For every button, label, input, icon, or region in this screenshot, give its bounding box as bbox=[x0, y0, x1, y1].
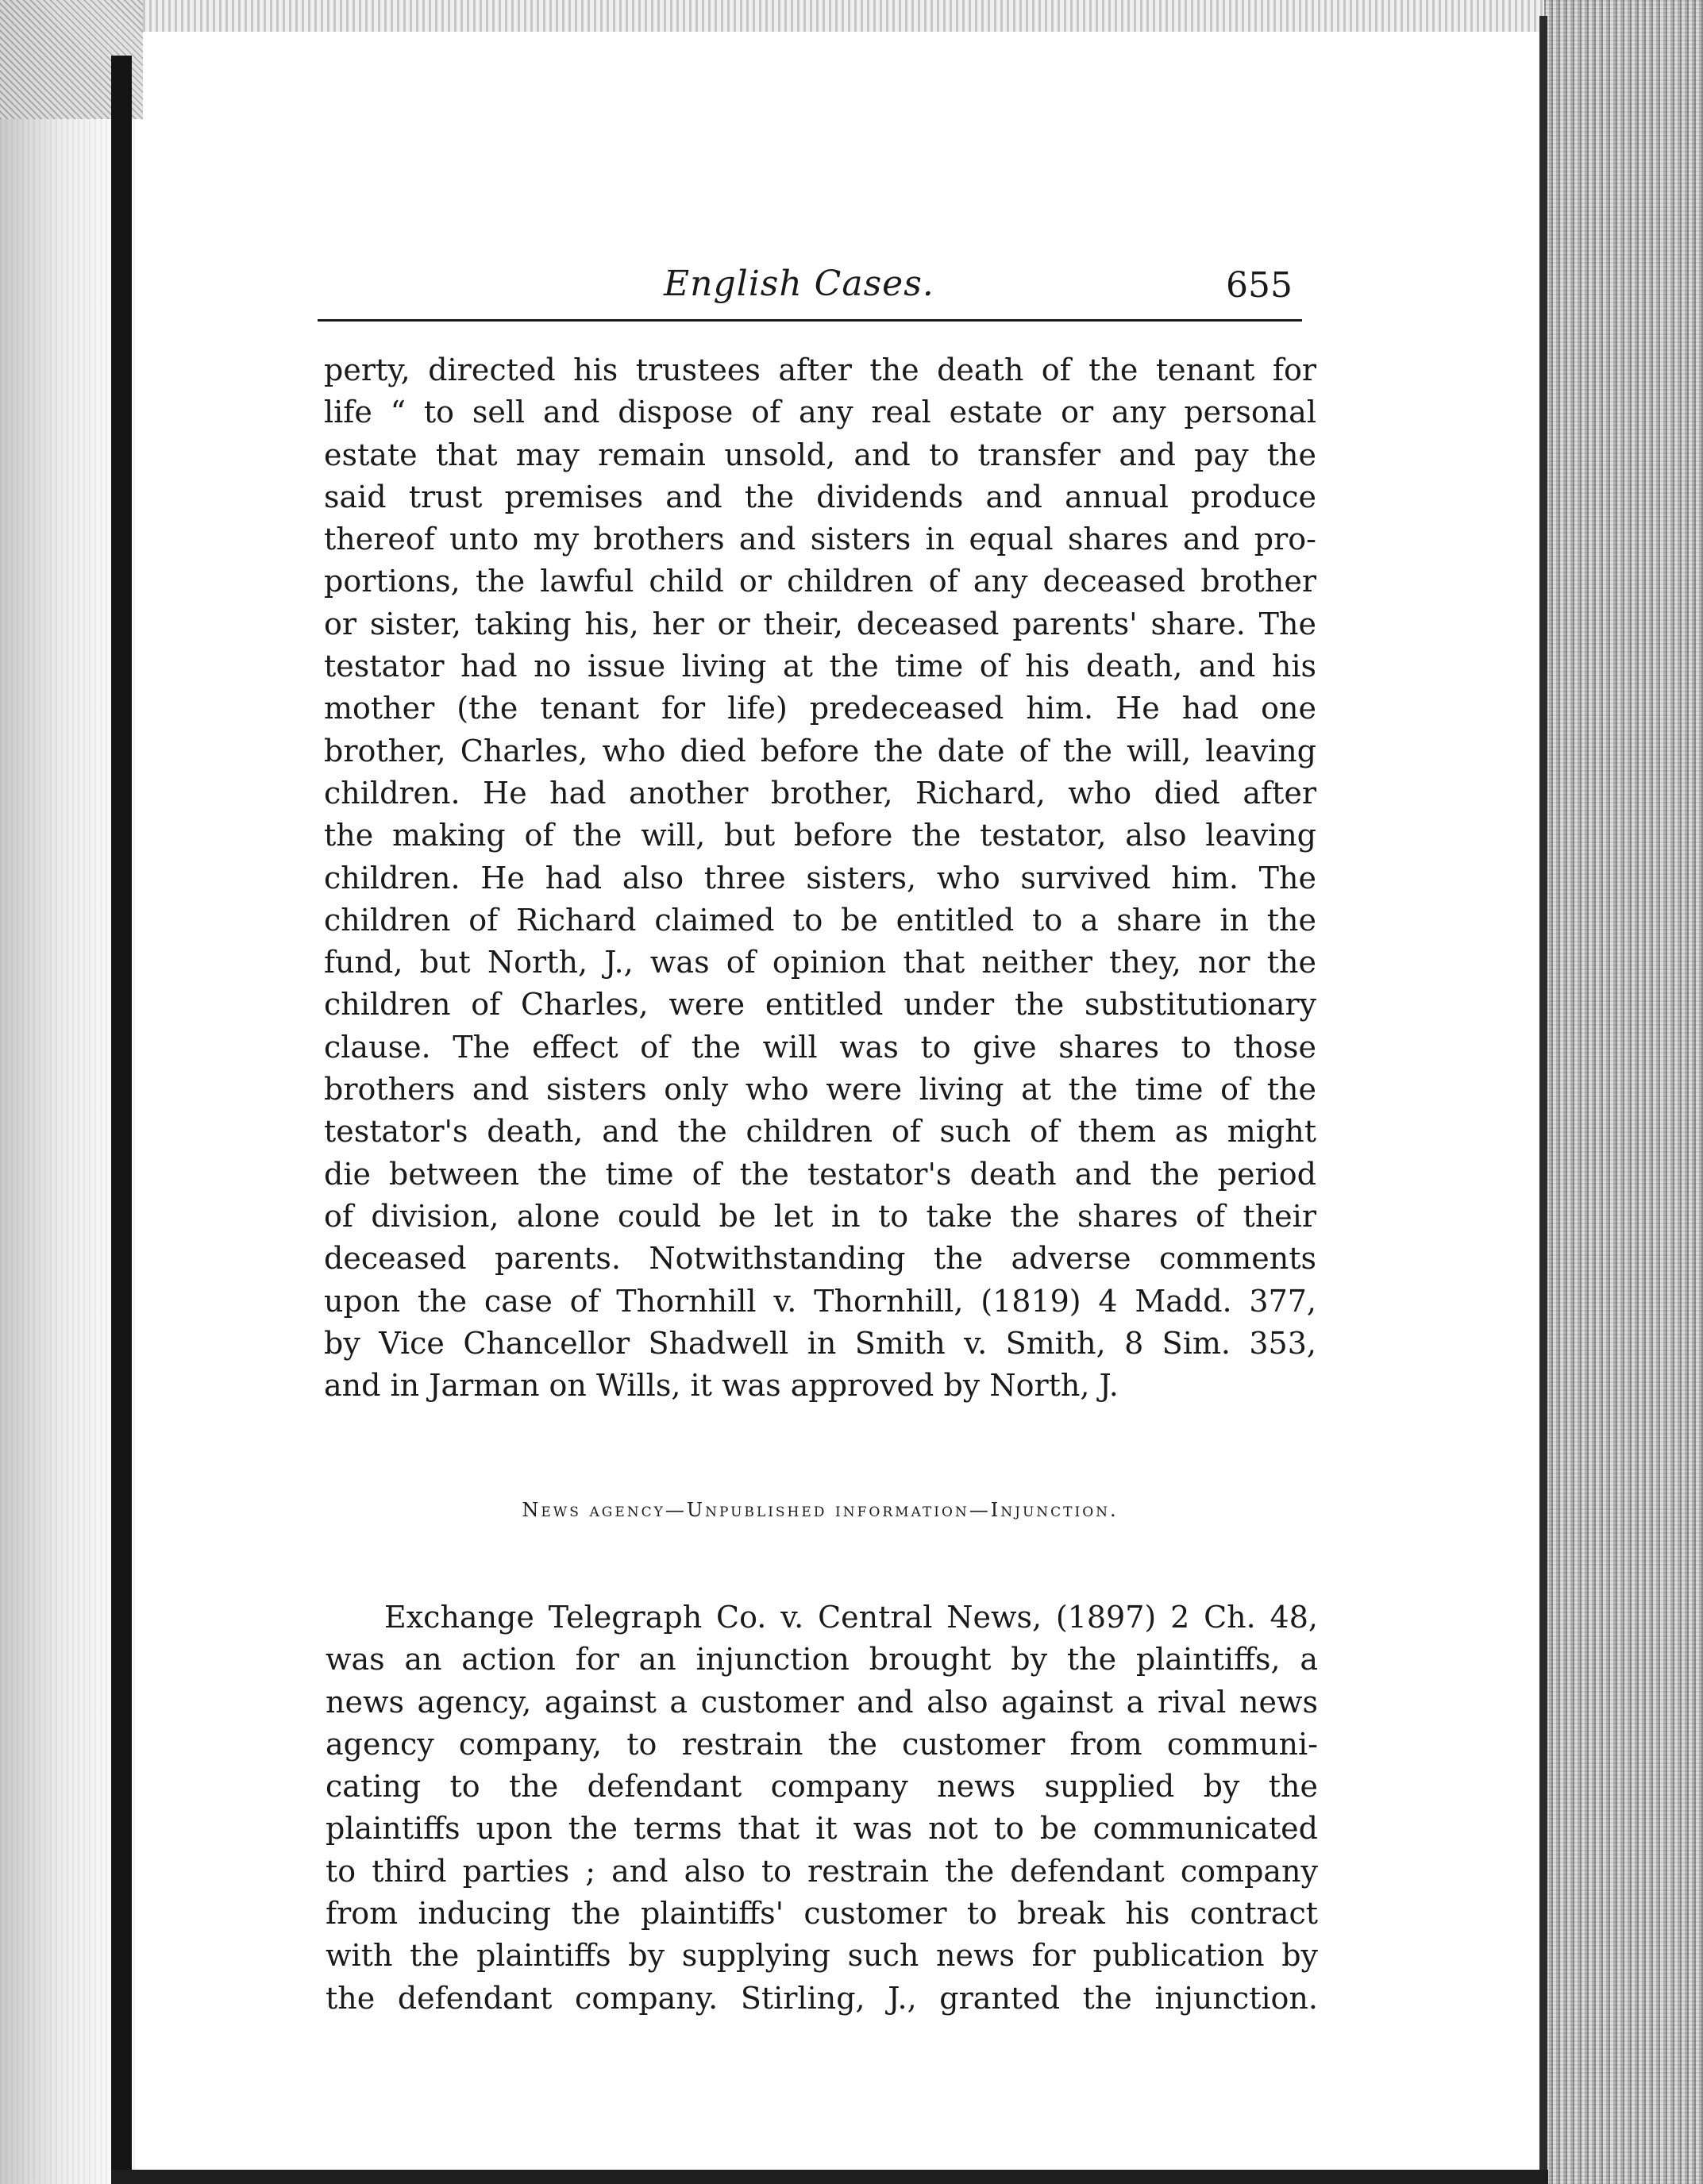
text-line: with the plaintiffs by supplying such news for publication by bbox=[326, 1938, 1318, 1974]
text-line: estate that may remain unsold, and to transfer and pay the bbox=[324, 437, 1316, 472]
text-line: testator had no issue living at the time of his death, and his bbox=[324, 649, 1316, 684]
text-line: die between the time of the testator's death and the period bbox=[324, 1156, 1316, 1192]
running-head bbox=[318, 256, 1302, 322]
text-line: children. He had another brother, Richard, who died after bbox=[324, 775, 1316, 811]
text-line: was an action for an injunction brought by the plaintiffs, a bbox=[326, 1642, 1318, 1677]
text-line: deceased parents. Notwithstanding the adverse comments bbox=[324, 1241, 1316, 1277]
text-line: and in Jarman on Wills, it was approved by North, J. bbox=[324, 1368, 1119, 1404]
text-line: mother (the tenant for life) predeceased him. He had one bbox=[324, 691, 1316, 726]
text-line: life “ to sell and dispose of any real estate or any personal bbox=[324, 395, 1316, 430]
text-line: said trust premises and the dividends and annual produce bbox=[324, 479, 1316, 514]
text-line: cating to the defendant company news supplied by the bbox=[326, 1769, 1318, 1805]
page-number: 655 bbox=[1226, 265, 1293, 306]
scan-page-stack-edge bbox=[1544, 0, 1703, 2184]
page-edge-bar bbox=[1539, 16, 1547, 2175]
text-line: plaintiffs upon the terms that it was not to be communicated bbox=[326, 1811, 1318, 1847]
paragraph-continued bbox=[324, 349, 1316, 1407]
text-line: children. He had also three sisters, who survived him. The bbox=[324, 860, 1316, 896]
text-line: testator's death, and the children of such of them as might bbox=[324, 1114, 1316, 1150]
scan-bottom-edge bbox=[111, 2170, 1548, 2184]
text-line: from inducing the plaintiffs' customer to break his contract bbox=[326, 1896, 1318, 1932]
text-line: by Vice Chancellor Shadwell in Smith v. Smith, 8 Sim. 353, bbox=[324, 1325, 1316, 1361]
case-paragraph bbox=[326, 1597, 1318, 2020]
text-line: clause. The effect of the will was to give shares to those bbox=[324, 1029, 1316, 1065]
text-line: or sister, taking his, her or their, deceased parents' share. The bbox=[324, 606, 1316, 641]
text-line: children of Richard claimed to be entitled to a share in the bbox=[324, 902, 1316, 938]
text-line: the defendant company. Stirling, J., granted the injunction. bbox=[326, 1980, 1318, 2016]
text-line: to third parties ; and also to restrain the defendant company bbox=[326, 1853, 1318, 1889]
text-line: news agency, against a customer and also against a rival news bbox=[326, 1684, 1318, 1720]
book-gutter-bar bbox=[111, 56, 132, 2183]
text-line: agency company, to restrain the customer from communi- bbox=[326, 1726, 1318, 1762]
scan-top-edge bbox=[111, 0, 1548, 32]
running-title: English Cases. bbox=[664, 264, 934, 304]
text-line: Exchange Telegraph Co. v. Central News, (1897) 2 Ch. 48, bbox=[384, 1600, 1318, 1635]
text-line: portions, the lawful child or children of any deceased brother bbox=[324, 564, 1316, 599]
text-line: perty, directed his trustees after the death of the tenant for bbox=[324, 352, 1316, 387]
section-heading: News agency—Unpublished information—Injunction. bbox=[522, 1499, 1119, 1521]
text-line: of division, alone could be let in to take the shares of their bbox=[324, 1198, 1316, 1234]
text-line: the making of the will, but before the testator, also leaving bbox=[324, 818, 1316, 853]
text-line: thereof unto my brothers and sisters in equal shares and pro- bbox=[324, 522, 1316, 557]
text-line: children of Charles, were entitled under the substitutionary bbox=[324, 987, 1316, 1023]
text-line: brother, Charles, who died before the date of the will, leaving bbox=[324, 733, 1316, 768]
text-line: brothers and sisters only who were living at the time of the bbox=[324, 1072, 1316, 1107]
text-line: fund, but North, J., was of opinion that neither they, nor the bbox=[324, 945, 1316, 980]
text-line: upon the case of Thornhill v. Thornhill, (1819) 4 Madd. 377, bbox=[324, 1283, 1316, 1319]
